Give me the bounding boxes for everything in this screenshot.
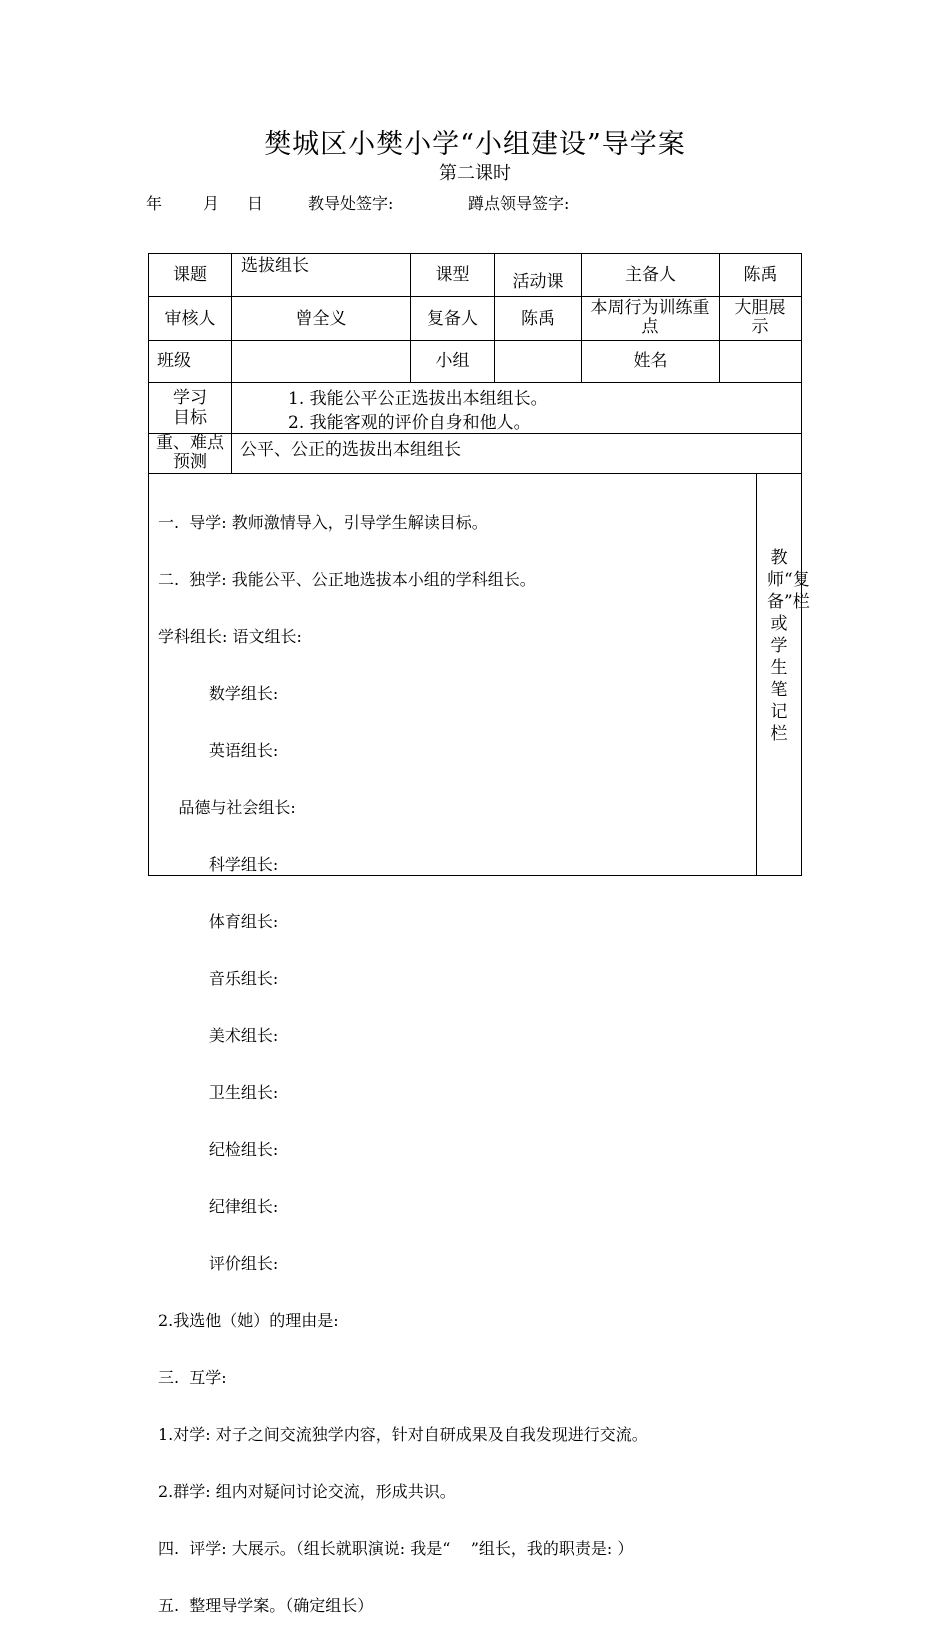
content-line: 三. 互学:: [158, 1368, 227, 1387]
leader-signature-label: 蹲点领导签字:: [468, 194, 570, 213]
content-line: 四. 评学: 大展示。（组长就职演说: 我是“ ”组长，我的职责是: ）: [158, 1539, 634, 1558]
content-line: 卫生组长:: [158, 1083, 279, 1102]
weekly-focus-label: 本周行为训练重点: [590, 298, 710, 337]
year-label: 年: [146, 194, 163, 213]
name-label: 姓名: [633, 351, 668, 371]
reviewer-value: 曾全义: [295, 309, 347, 329]
table-rule: [801, 253, 802, 875]
content-line: 体育组长:: [158, 912, 279, 931]
learning-goal-item: 1. 我能公平公正选拔出本组组长。: [288, 389, 548, 409]
table-rule: [148, 296, 802, 297]
class-label: 班级: [157, 351, 191, 371]
content-line: 纪律组长:: [158, 1197, 279, 1216]
content-line: 数学组长:: [158, 684, 279, 703]
table-rule: [148, 340, 802, 341]
content-line: 美术组长:: [158, 1026, 279, 1045]
content-line: 学科组长: 语文组长:: [158, 627, 302, 646]
learning-goal-item: 2. 我能客观的评价自身和他人。: [288, 413, 531, 433]
table-rule: [231, 253, 232, 473]
document-subtitle: 第二课时: [439, 163, 511, 184]
reviewer-label: 审核人: [164, 309, 216, 329]
lesson-content: [158, 475, 648, 1634]
preparer-value: 陈禹: [743, 265, 778, 285]
copreparer-label: 复备人: [427, 309, 478, 329]
difficulty-label: 重、难点预测: [156, 433, 224, 472]
preparer-label: 主备人: [625, 265, 676, 285]
document-title: 樊城区小樊小学“小组建设”导学案: [264, 129, 686, 160]
table-rule: [148, 253, 802, 254]
office-signature-label: 教导处签字:: [308, 194, 394, 213]
content-line: 评价组长:: [158, 1254, 279, 1273]
table-rule: [148, 433, 802, 434]
content-line: 二. 独学: 我能公平、公正地选拔本小组的学科组长。: [158, 570, 536, 589]
type-value: 活动课: [512, 272, 564, 292]
content-line: 2.我选他（她）的理由是:: [158, 1311, 339, 1330]
content-line: 音乐组长:: [158, 969, 279, 988]
copreparer-value: 陈禹: [521, 309, 555, 329]
learning-goals-label: 学习目标: [173, 388, 207, 428]
content-line: 一. 导学: 教师激情导入，引导学生解读目标。: [158, 513, 488, 532]
side-note-column: 教师“复备”栏或学生笔记栏: [767, 548, 810, 744]
table-rule: [148, 473, 802, 474]
table-rule: [756, 473, 757, 875]
group-label: 小组: [435, 351, 470, 371]
table-rule: [148, 253, 149, 875]
type-label: 课型: [435, 265, 470, 285]
content-line: 品德与社会组长:: [158, 798, 296, 817]
topic-value: 选拔组长: [241, 256, 309, 276]
table-rule: [148, 382, 802, 383]
topic-label: 课题: [173, 265, 207, 285]
month-label: 月: [203, 194, 220, 213]
weekly-focus-value: 大胆展示: [734, 298, 786, 337]
content-line: 五. 整理导学案。（确定组长）: [158, 1596, 374, 1615]
difficulty-value: 公平、公正的选拔出本组组长: [240, 440, 461, 460]
content-line: 1.对学: 对子之间交流独学内容，针对自研成果及自我发现进行交流。: [158, 1425, 648, 1444]
content-line: 纪检组长:: [158, 1140, 279, 1159]
day-label: 日: [247, 194, 264, 213]
content-line: 2.群学: 组内对疑问讨论交流，形成共识。: [158, 1482, 456, 1501]
content-line: 英语组长:: [158, 741, 279, 760]
content-line: 科学组长:: [158, 855, 279, 874]
